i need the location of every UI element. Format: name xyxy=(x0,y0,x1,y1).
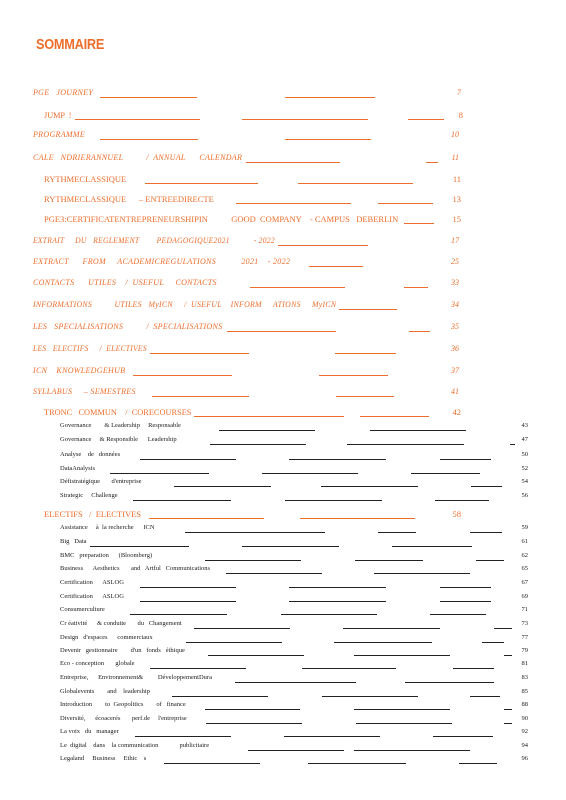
dot-leader xyxy=(404,287,428,288)
toc-entry-page: 8 xyxy=(458,110,463,120)
toc-entry-label: RYTHMECLASSIQUE xyxy=(44,174,127,184)
dot-leader xyxy=(174,486,271,487)
dot-leader xyxy=(354,750,470,751)
dot-leader xyxy=(440,601,491,602)
toc-entry[interactable] xyxy=(0,618,566,630)
toc-entry-page: 90 xyxy=(521,715,528,722)
toc-entry-label: JUMP ! xyxy=(44,110,72,120)
dot-leader xyxy=(378,203,433,204)
dot-leader xyxy=(205,709,300,710)
dot-leader xyxy=(110,473,209,474)
dot-leader xyxy=(285,97,375,98)
toc-entry-page: 65 xyxy=(521,565,528,572)
toc-entry-page: 73 xyxy=(521,620,528,627)
dot-leader xyxy=(205,560,301,561)
toc-entry-label: LES ELECTIFS / ELECTIVES xyxy=(33,344,147,353)
toc-entry[interactable] xyxy=(0,591,566,603)
dot-leader xyxy=(354,709,450,710)
dot-leader xyxy=(433,736,493,737)
toc-entry-page: 35 xyxy=(451,322,459,331)
toc-entry[interactable] xyxy=(0,686,566,698)
dot-leader xyxy=(321,486,418,487)
toc-entry-label: EXTRAIT DU REGLEMENT PEDAGOGIQUE2021 - 2022 xyxy=(33,236,275,245)
toc-entry-label: CONTACTS UTILES / USEFUL CONTACTS xyxy=(33,278,217,287)
dot-leader xyxy=(149,518,264,519)
dot-leader xyxy=(150,353,249,354)
toc-entry-label: PGE JOURNEY xyxy=(33,88,94,97)
toc-entry-label: La voix du manager xyxy=(60,728,119,735)
dot-leader xyxy=(356,723,452,724)
dot-leader xyxy=(236,203,351,204)
dot-leader xyxy=(186,642,282,643)
toc-entry-page: 42 xyxy=(452,407,461,417)
toc-entry[interactable] xyxy=(0,420,566,432)
toc-entry-page: 37 xyxy=(451,366,459,375)
dot-leader xyxy=(246,162,340,163)
toc-entry[interactable] xyxy=(0,193,566,205)
toc-entry[interactable] xyxy=(0,449,566,461)
dot-leader xyxy=(354,655,450,656)
toc-entry-label: LES SPECIALISATIONS / SPECIALISATIONS xyxy=(33,322,223,331)
toc-entry[interactable] xyxy=(0,740,566,752)
dot-leader xyxy=(242,546,339,547)
toc-entry-label: Devenir gestionnaire d'un fonds éthique xyxy=(60,647,185,654)
toc-entry-page: 13 xyxy=(452,194,461,204)
toc-entry-label: Business Aesthetics and Artful Communications xyxy=(60,565,211,572)
dot-leader xyxy=(471,486,502,487)
toc-entry-label: Entreprise, Environnement& DéveloppementDura xyxy=(60,674,212,681)
dot-leader xyxy=(378,532,416,533)
dot-leader xyxy=(242,119,368,120)
dot-leader xyxy=(226,573,322,574)
dot-leader xyxy=(135,736,231,737)
dot-leader xyxy=(504,723,512,724)
dot-leader xyxy=(355,560,423,561)
toc-entry[interactable] xyxy=(0,277,566,289)
toc-entry-label: TRONC COMMUN / CORECOURSES xyxy=(44,407,192,417)
toc-entry[interactable] xyxy=(0,522,566,534)
toc-entry-page: 77 xyxy=(521,634,528,641)
toc-entry[interactable] xyxy=(0,235,566,247)
toc-entry[interactable] xyxy=(0,508,566,520)
toc-entry-page: 10 xyxy=(451,130,459,139)
dot-leader xyxy=(409,331,430,332)
dot-leader xyxy=(347,444,464,445)
toc-entry-label: BMC preparation (Bloomberg) xyxy=(60,552,153,559)
dot-leader xyxy=(140,601,236,602)
toc-entry[interactable] xyxy=(0,365,566,377)
dot-leader xyxy=(334,642,432,643)
dot-leader xyxy=(435,500,489,501)
toc-entry-page: 67 xyxy=(521,579,528,586)
toc-entry-label: DataAnalysis xyxy=(60,465,96,472)
toc-entry[interactable] xyxy=(0,434,566,446)
dot-leader xyxy=(404,223,434,224)
toc-entry-page: 69 xyxy=(521,593,528,600)
toc-entry[interactable] xyxy=(0,550,566,562)
dot-leader xyxy=(510,444,515,445)
toc-entry-page: 62 xyxy=(521,552,528,559)
toc-entry-label: Governance & Leadership Responsable xyxy=(60,422,181,429)
toc-entry[interactable] xyxy=(0,173,566,185)
dot-leader xyxy=(343,628,440,629)
dot-leader xyxy=(392,546,472,547)
dot-leader xyxy=(470,532,502,533)
toc-entry-label: Strategic Challenge xyxy=(60,492,118,499)
dot-leader xyxy=(90,546,189,547)
toc-entry[interactable] xyxy=(0,672,566,684)
dot-leader xyxy=(278,245,368,246)
toc-entry-page: 96 xyxy=(521,755,528,762)
toc-entry[interactable] xyxy=(0,299,566,311)
dot-leader xyxy=(250,287,345,288)
dot-leader xyxy=(308,763,406,764)
dot-leader xyxy=(476,560,504,561)
toc-entry-page: 47 xyxy=(521,436,528,443)
toc-entry[interactable] xyxy=(0,476,566,488)
toc-entry[interactable] xyxy=(0,256,566,268)
toc-entry-label: ELECTIFS / ELECTIVES xyxy=(44,509,142,519)
dot-leader xyxy=(289,459,386,460)
toc-entry-label: Big Data xyxy=(60,538,87,545)
toc-entry[interactable] xyxy=(0,129,566,141)
dot-leader xyxy=(235,682,356,683)
dot-leader xyxy=(336,396,394,397)
dot-leader xyxy=(219,430,315,431)
toc-entry-label: Certification ASLOG xyxy=(60,579,124,586)
dot-leader xyxy=(208,655,304,656)
dot-leader xyxy=(285,500,382,501)
toc-entry-label: PROGRAMME xyxy=(33,130,86,139)
toc-entry-page: 61 xyxy=(521,538,528,545)
dot-leader xyxy=(309,266,363,267)
dot-leader xyxy=(285,139,371,140)
toc-entry-label: PGE3:CERTIFICATENTREPRENEURSHIPIN GOOD COMPANY - CAMPUS DEBERLIN xyxy=(44,214,399,224)
dot-leader xyxy=(302,668,396,669)
dot-leader xyxy=(339,309,397,310)
dot-leader xyxy=(140,459,236,460)
toc-entry-page: 85 xyxy=(521,688,528,695)
page-title: SOMMAIRE xyxy=(36,36,105,53)
toc-entry-page: 88 xyxy=(521,701,528,708)
dot-leader xyxy=(504,709,512,710)
toc-entry[interactable] xyxy=(0,536,566,548)
dot-leader xyxy=(453,668,494,669)
toc-entry[interactable] xyxy=(0,87,566,99)
toc-entry-label: Legaland Business Ethic s xyxy=(60,755,147,762)
toc-entry[interactable] xyxy=(0,658,566,670)
dot-leader xyxy=(227,331,336,332)
toc-entry-page: 11 xyxy=(452,174,461,184)
dot-leader xyxy=(248,750,344,751)
dot-leader xyxy=(440,587,491,588)
dot-leader xyxy=(194,628,290,629)
dot-leader xyxy=(482,642,504,643)
toc-entry[interactable] xyxy=(0,152,566,164)
dot-leader xyxy=(289,587,386,588)
dot-leader xyxy=(335,353,396,354)
dot-leader xyxy=(133,375,232,376)
toc-entry-label: Consumerculture xyxy=(60,606,105,613)
dot-leader xyxy=(494,628,512,629)
toc-entry[interactable] xyxy=(0,406,566,418)
toc-entry-label: Introduction to Geopolitics of finance xyxy=(60,701,186,708)
dot-leader xyxy=(322,696,418,697)
dot-leader xyxy=(470,696,500,697)
dot-leader xyxy=(172,696,268,697)
toc-entry-label: Eco - conception globale xyxy=(60,660,135,667)
toc-entry-page: 81 xyxy=(521,660,528,667)
dot-leader xyxy=(440,459,491,460)
toc-entry-label: Défistratégique d'entreprise xyxy=(60,478,142,485)
dot-leader xyxy=(152,396,249,397)
dot-leader xyxy=(145,183,258,184)
dot-leader xyxy=(360,416,429,417)
dot-leader xyxy=(405,682,494,683)
dot-leader xyxy=(100,97,197,98)
toc-entry-label: SYLLABUS – SEMESTRES xyxy=(33,387,136,396)
toc-entry-label: Cr éativité & conduite du Changement xyxy=(60,620,182,627)
dot-leader xyxy=(164,763,260,764)
dot-leader xyxy=(140,587,236,588)
toc-entry-page: 33 xyxy=(451,278,459,287)
toc-entry-page: 83 xyxy=(521,674,528,681)
dot-leader xyxy=(370,430,466,431)
toc-entry-label: INFORMATIONS UTILES MyICN / USEFUL INFORM ATIONS MyICN xyxy=(33,300,337,309)
dot-leader xyxy=(411,473,480,474)
toc-entry[interactable] xyxy=(0,386,566,398)
toc-entry[interactable] xyxy=(0,563,566,575)
dot-leader xyxy=(426,162,438,163)
toc-entry-page: 17 xyxy=(451,236,459,245)
dot-leader xyxy=(289,601,386,602)
toc-entry-page: 79 xyxy=(521,647,528,654)
toc-entry-page: 94 xyxy=(521,742,528,749)
toc-entry[interactable] xyxy=(0,753,566,765)
toc-entry-label: Diversité, écoacerés perf.de l'entreprise xyxy=(60,715,187,722)
toc-entry-page: 15 xyxy=(452,214,461,224)
toc-entry-label: Design d'espaces commerciaux xyxy=(60,634,153,641)
toc-entry[interactable] xyxy=(0,463,566,475)
toc-entry[interactable] xyxy=(0,109,566,121)
dot-leader xyxy=(298,183,413,184)
toc-entry[interactable] xyxy=(0,321,566,333)
toc-entry-label: EXTRACT FROM ACADEMICREGULATIONS 2021 - 2022 xyxy=(33,257,291,266)
toc-entry[interactable] xyxy=(0,213,566,225)
toc-entry[interactable] xyxy=(0,699,566,711)
toc-entry-page: 43 xyxy=(521,422,528,429)
dot-leader xyxy=(133,500,231,501)
dot-leader xyxy=(262,473,358,474)
toc-entry-label: Analyse de données xyxy=(60,451,121,458)
dot-leader xyxy=(408,119,444,120)
toc-entry-page: 36 xyxy=(451,344,459,353)
toc-entry[interactable] xyxy=(0,604,566,616)
toc-entry[interactable] xyxy=(0,343,566,355)
toc-entry-page: 92 xyxy=(521,728,528,735)
toc-entry[interactable] xyxy=(0,713,566,725)
dot-leader xyxy=(185,532,325,533)
dot-leader xyxy=(194,416,344,417)
toc-entry[interactable] xyxy=(0,577,566,589)
toc-entry-label: RYTHMECLASSIQUE – ENTREEDIRECTE xyxy=(44,194,214,204)
toc-entry[interactable] xyxy=(0,726,566,738)
toc-entry[interactable] xyxy=(0,632,566,644)
dot-leader xyxy=(284,736,380,737)
toc-entry-page: 50 xyxy=(521,451,528,458)
toc-entry[interactable] xyxy=(0,645,566,657)
toc-entry-label: ICN KNOWLEDGEHUB xyxy=(33,366,126,375)
dot-leader xyxy=(210,444,306,445)
toc-entry-page: 56 xyxy=(521,492,528,499)
toc-entry-page: 59 xyxy=(521,524,528,531)
dot-leader xyxy=(75,119,200,120)
toc-entry-label: Certification ASLOG xyxy=(60,593,124,600)
toc-entry-page: 58 xyxy=(452,509,461,519)
toc-entry-label: Governance & Responsible Leadership xyxy=(60,436,177,443)
dot-leader xyxy=(374,573,470,574)
toc-entry-page: 11 xyxy=(451,153,459,162)
toc-entry[interactable] xyxy=(0,490,566,502)
toc-entry-page: 71 xyxy=(521,606,528,613)
dot-leader xyxy=(100,139,198,140)
toc-entry-page: 34 xyxy=(451,300,459,309)
toc-entry-page: 54 xyxy=(521,478,528,485)
dot-leader xyxy=(281,614,377,615)
toc-entry-page: 25 xyxy=(451,257,459,266)
dot-leader xyxy=(206,723,302,724)
dot-leader xyxy=(459,763,497,764)
dot-leader xyxy=(130,614,227,615)
toc-entry-page: 41 xyxy=(451,387,459,396)
dot-leader xyxy=(319,375,388,376)
toc-entry-label: Assistance à la recherche ICN xyxy=(60,524,155,531)
dot-leader xyxy=(300,518,415,519)
toc-entry-label: CALE NDRIERANNUEL / ANNUAL CALENDAR xyxy=(33,153,243,162)
dot-leader xyxy=(150,668,246,669)
toc-entry-page: 7 xyxy=(457,88,461,97)
dot-leader xyxy=(430,614,486,615)
dot-leader xyxy=(504,655,512,656)
toc-entry-label: Globalevents and leadership xyxy=(60,688,150,695)
toc-entry-label: Le digital dans la communication publicitaire xyxy=(60,742,210,749)
toc-entry-page: 52 xyxy=(521,465,528,472)
